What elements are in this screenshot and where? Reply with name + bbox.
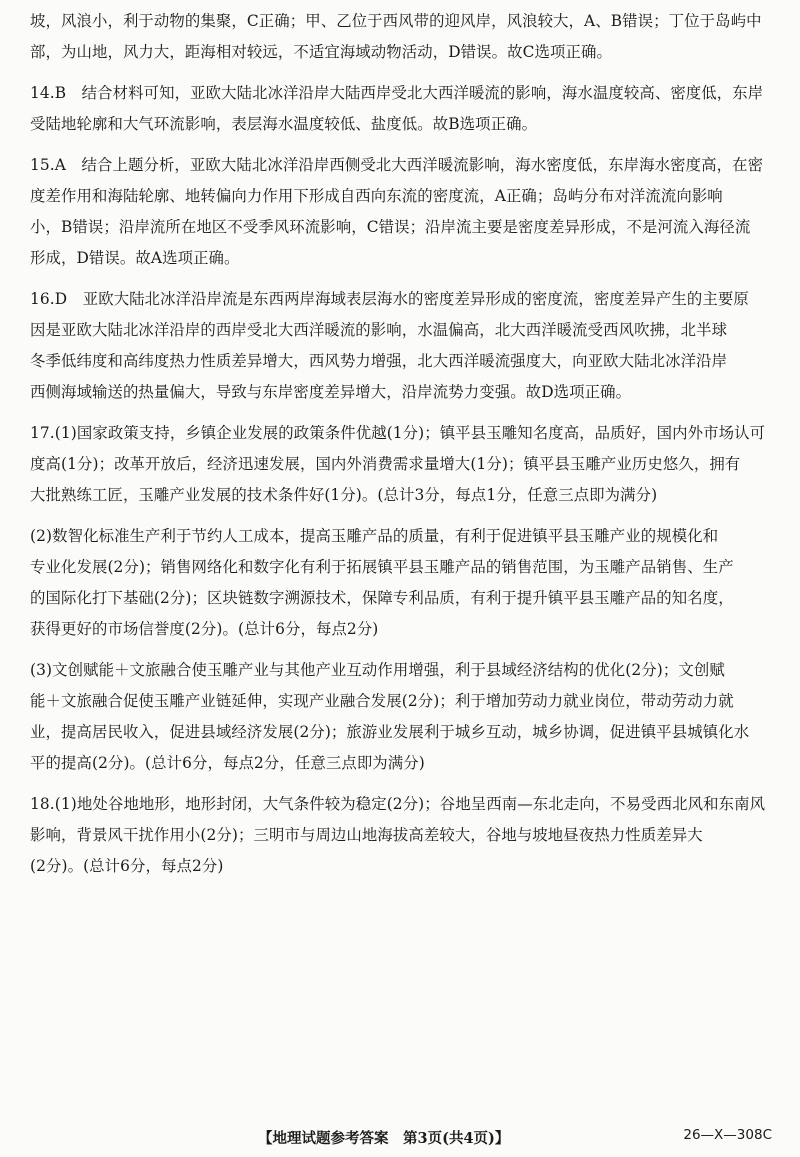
text-line: 业，提高居民收入，促进县域经济发展(2分)；旅游业发展利于城乡互动，城乡协调，促进镇平县城镇化水 [30, 723, 750, 741]
answer-16 [30, 284, 778, 408]
text-line: 能＋文旅融合促使玉雕产业链延伸，实现产业融合发展(2分)；利于增加劳动力就业岗位，带动劳动力就 [30, 692, 734, 710]
text-line: 度差作用和海陆轮廓、地转偏向力作用下形成自西向东流的密度流，A正确；岛屿分布对洋流流向影响 [30, 187, 723, 205]
text-line: 的国际化打下基础(2分)；区块链数字溯源技术，保障专利品质，有利于提升镇平县玉雕产品的知名度， [30, 589, 734, 607]
text-line: 影响，背景风干扰作用小(2分)；三明市与周边山地海拔高差较大，谷地与坡地昼夜热力性质差异大 [30, 826, 703, 844]
answer-17-part-3 [30, 655, 778, 779]
footer-code: 26—X—308C [683, 1127, 772, 1143]
text-line: 17.(1)国家政策支持，乡镇企业发展的政策条件优越(1分)；镇平县玉雕知名度高，品质好，国内外市场认可 [30, 424, 766, 442]
text-line: (3)文创赋能＋文旅融合使玉雕产业与其他产业互动作用增强，利于县域经济结构的优化(2分)；文创赋 [30, 661, 725, 679]
text-line: 大批熟练工匠，玉雕产业发展的技术条件好(1分)。(总计3分，每点1分，任意三点即为满分) [30, 486, 658, 504]
answer-13-continuation [30, 6, 778, 68]
text-line: 度高(1分)；改革开放后，经济迅速发展，国内外消费需求量增大(1分)；镇平县玉雕产业历史悠久，拥有 [30, 455, 741, 473]
answer-18-part-1 [30, 789, 778, 882]
text-line: 获得更好的市场信誉度(2分)。(总计6分，每点2分) [30, 620, 379, 638]
text-line: 平的提高(2分)。(总计6分，每点2分，任意三点即为满分) [30, 754, 425, 772]
text-line: 专业化发展(2分)；销售网络化和数字化有利于拓展镇平县玉雕产品的销售范围，为玉雕产品销售、生产 [30, 558, 734, 576]
text-line: 受陆地轮廓和大气环流影响，表层海水温度较低、盐度低。故B选项正确。 [30, 115, 538, 133]
text-line: 冬季低纬度和高纬度热力性质差异增大，西风势力增强，北大西洋暖流强度大，向亚欧大陆北冰洋沿岸 [30, 352, 728, 370]
text-line: 18.(1)地处谷地地形，地形封闭，大气条件较为稳定(2分)；谷地呈西南—东北走向，不易受西北风和东南风 [30, 795, 766, 813]
text-line: 14.B 结合材料可知，亚欧大陆北冰洋沿岸大陆西岸受北大西洋暖流的影响，海水温度较高、密度低，东岸 [30, 84, 764, 102]
answer-14 [30, 78, 778, 140]
answer-content [30, 6, 778, 890]
text-line: (2)数智化标准生产利于节约人工成本，提高玉雕产品的质量，有利于促进镇平县玉雕产业的规模化和 [30, 527, 719, 545]
text-line: 因是亚欧大陆北冰洋沿岸的西岸受北大西洋暖流的影响，水温偏高，北大西洋暖流受西风吹拂，北半球 [30, 321, 728, 339]
text-line: 西侧海域输送的热量偏大，导致与东岸密度差异增大，沿岸流势力变强。故D选项正确。 [30, 383, 632, 401]
footer-title: 【地理试题参考答案 第3页(共4页)】 [258, 1130, 510, 1147]
text-line: 小，B错误；沿岸流所在地区不受季风环流影响，C错误；沿岸流主要是密度差异形成，不是河流入海径流 [30, 218, 751, 236]
text-line: 部，为山地，风力大，距海相对较远，不适宜海域动物活动，D错误。故C选项正确。 [30, 43, 612, 61]
answer-17-part-2 [30, 521, 778, 645]
page-footer [0, 1121, 800, 1151]
text-line: 16.D 亚欧大陆北冰洋沿岸流是东西两岸海域表层海水的密度差异形成的密度流，密度差异产生的主要原 [30, 290, 749, 308]
answer-15 [30, 150, 778, 274]
text-line: (2分)。(总计6分，每点2分) [30, 857, 224, 875]
text-line: 坡，风浪小，利于动物的集聚，C正确；甲、乙位于西风带的迎风岸，风浪较大，A、B错误；丁位于岛屿中 [30, 12, 762, 30]
text-line: 15.A 结合上题分析，亚欧大陆北冰洋沿岸西侧受北大西洋暖流影响，海水密度低，东岸海水密度高，在密 [30, 156, 764, 174]
text-line: 形成，D错误。故A选项正确。 [30, 249, 240, 267]
answer-17-part-1 [30, 418, 778, 511]
